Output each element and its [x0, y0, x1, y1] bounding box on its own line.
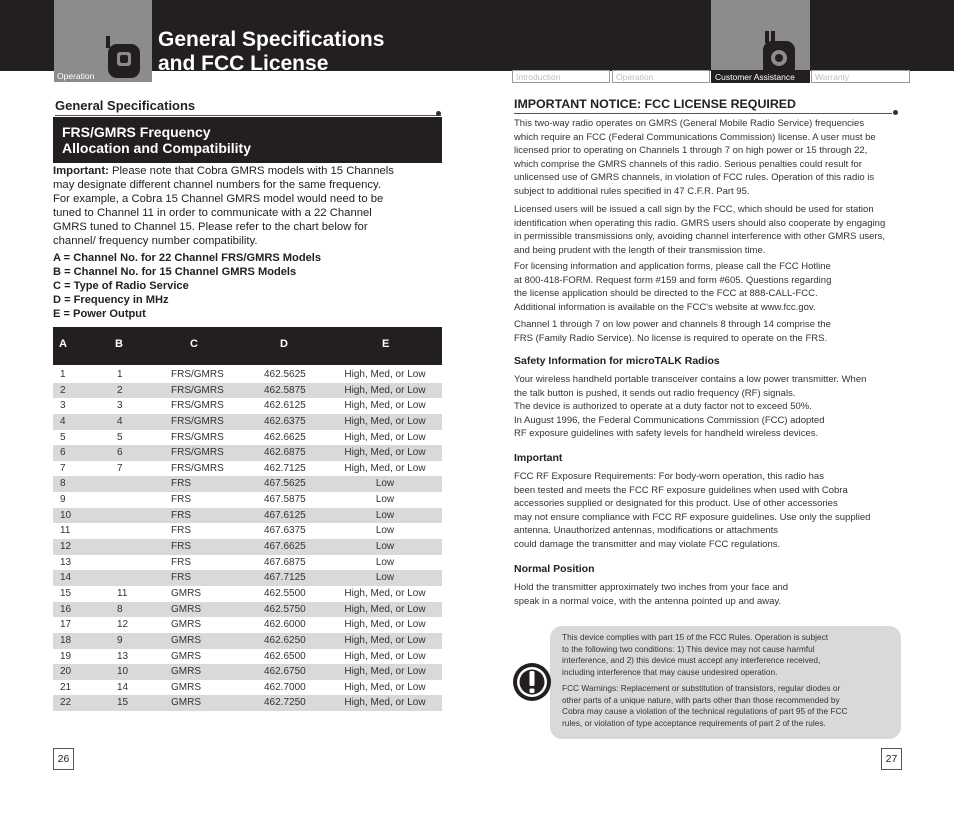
text-line: speak in a normal voice, with the antenna pointed up and away.	[514, 595, 782, 607]
licensing-info-paragraph	[514, 260, 899, 314]
column-legend	[53, 252, 441, 322]
text-line: Hold the transmitter approximately two inches from your face and	[514, 582, 789, 593]
frs-paragraph	[514, 318, 899, 345]
text-line: Cobra may cause a violation of the technical regulations of part 95 of the FCC	[562, 706, 848, 717]
cell-col-e: Low	[375, 572, 395, 584]
table-row	[53, 492, 442, 508]
cell-col-d: 462.7000	[264, 681, 306, 693]
legend-item: A = Channel No. for 22 Channel FRS/GMRS Models	[53, 252, 322, 264]
compatibility-note	[53, 165, 441, 248]
text-line: in permissible transmissions only, avoiding channel interference with other GMRS users,	[514, 231, 886, 243]
page-title-line1: General Specifications	[158, 28, 385, 51]
text-line: RF exposure guidelines with safety levels for handheld wireless devices.	[514, 428, 819, 440]
cell-col-e: Low	[375, 556, 395, 568]
header-col-e: E	[382, 338, 390, 350]
normal-position-paragraph	[514, 581, 899, 608]
cell-col-e: Low	[375, 525, 395, 537]
table-row	[53, 430, 442, 446]
cell-col-d: 462.6875	[264, 447, 306, 459]
table-row	[53, 586, 442, 602]
nav-tab-operation[interactable]: Operation	[612, 70, 710, 83]
table-row	[53, 570, 442, 586]
text-line: identification when operating this radio. GMRS users should also cooperate by engaging	[514, 217, 886, 229]
cell-col-a: 8	[60, 478, 66, 490]
cell-col-b: 8	[117, 603, 123, 615]
cell-col-d: 462.6125	[264, 400, 306, 412]
cell-col-b: 9	[117, 634, 123, 646]
cell-col-d: 462.5625	[264, 369, 306, 380]
cell-col-c: GMRS	[171, 603, 201, 615]
cell-col-d: 462.6500	[264, 650, 306, 662]
cell-col-e: High, Med, or Low	[344, 462, 426, 474]
cell-col-a: 13	[60, 556, 72, 568]
table-row	[53, 539, 442, 555]
cell-col-a: 17	[60, 619, 72, 631]
important-heading: Important	[514, 452, 563, 464]
text-line: FCC Warnings: Replacement or substitution of transistors, regular diodes or	[562, 683, 841, 693]
section-title: General Specifications	[55, 98, 441, 116]
cell-col-a: 21	[60, 681, 72, 693]
cell-col-c: FRS/GMRS	[171, 462, 224, 474]
text-line: Channel 1 through 7 on low power and channels 8 through 14 comprise the	[514, 319, 831, 330]
cell-col-a: 15	[60, 587, 72, 599]
cell-col-e: High, Med, or Low	[344, 619, 426, 631]
cell-col-b: 14	[117, 681, 129, 693]
cell-col-e: High, Med, or Low	[344, 415, 426, 427]
cell-col-d: 462.5750	[264, 603, 306, 615]
legend-item: C = Type of Radio Service	[53, 279, 189, 292]
cell-col-d: 467.6875	[264, 556, 306, 568]
cell-col-b: 2	[117, 384, 123, 396]
cell-col-b: 5	[117, 431, 123, 443]
cell-col-d: 462.6000	[264, 619, 306, 631]
cell-col-c: GMRS	[171, 634, 201, 646]
call-sign-paragraph	[514, 203, 899, 257]
table-row	[53, 680, 442, 696]
header-col-b: B	[115, 338, 123, 350]
box-title-line1: FRS/GMRS Frequency	[62, 124, 211, 140]
cell-col-c: FRS/GMRS	[171, 369, 224, 380]
text-line: accessories supplied or designated for this product. Use of other accessories	[514, 498, 838, 510]
text-line: This device complies with part 15 of the FCC Rules. Operation is subject	[562, 632, 829, 642]
nav-tab-operation-left[interactable]: Operation	[57, 71, 95, 81]
intro-line: tuned to Channel 11 in order to communicate with a 22 Channel	[53, 206, 372, 219]
text-line: other parts of a unique nature, with parts other than those recommended by	[562, 694, 840, 705]
text-line: could damage the transmitter and may violate FCC regulations.	[514, 538, 781, 550]
cell-col-c: GMRS	[171, 697, 201, 709]
table-row	[53, 445, 442, 461]
text-line: Licensed users will be issued a call sign by the FCC, which should be used for station	[514, 204, 874, 215]
cell-col-c: FRS/GMRS	[171, 400, 224, 412]
cell-col-a: 4	[60, 415, 66, 427]
text-line: which comprise the GMRS channels of this radio. Serious penalties could result for	[514, 158, 862, 170]
cell-col-a: 11	[60, 525, 71, 537]
cell-col-c: FRS/GMRS	[171, 415, 224, 427]
cell-col-d: 462.7125	[264, 462, 306, 474]
page-number-right: 27	[881, 748, 902, 770]
cell-col-c: GMRS	[171, 666, 201, 678]
table-row	[53, 664, 442, 680]
text-line: This two-way radio operates on GMRS (General Mobile Radio Service) frequencies	[514, 118, 865, 129]
table-row	[53, 476, 442, 492]
fcc-notice-title: IMPORTANT NOTICE: FCC LICENSE REQUIRED	[514, 97, 892, 114]
legend-item: E = Power Output	[53, 307, 146, 320]
cell-col-e: High, Med, or Low	[344, 650, 426, 662]
cell-col-a: 6	[60, 447, 66, 459]
cell-col-e: High, Med, or Low	[344, 634, 426, 646]
cell-col-a: 22	[60, 697, 72, 709]
cell-col-c: GMRS	[171, 619, 201, 631]
cell-col-e: High, Med, or Low	[344, 400, 426, 412]
text-line: unlicensed use of GMRS channels, in violation of FCC rules. Operation of this radio is	[514, 172, 875, 184]
cell-col-d: 462.5875	[264, 384, 306, 396]
cell-col-a: 5	[60, 431, 66, 443]
license-paragraph	[514, 117, 899, 199]
text-line: to the following two conditions: 1) This device may not cause harmful	[562, 643, 815, 654]
table-row	[53, 383, 442, 399]
box-title-line2: Allocation and Compatibility	[62, 140, 252, 156]
page-title	[158, 28, 384, 76]
text-line: interference, and 2) this device must accept any interference received,	[562, 655, 821, 666]
nav-tab-warranty[interactable]: Warranty	[811, 70, 910, 83]
header-col-d: D	[280, 338, 288, 350]
cell-col-a: 14	[60, 572, 72, 584]
text-line: FCC RF Exposure Requirements: For body-worn operation, this radio has	[514, 471, 824, 482]
frequency-table	[53, 367, 442, 711]
cell-col-b: 4	[117, 415, 123, 427]
cell-col-d: 467.6125	[264, 509, 306, 521]
cell-col-d: 462.6375	[264, 415, 306, 427]
cell-col-c: GMRS	[171, 650, 201, 662]
cell-col-e: High, Med, or Low	[344, 369, 426, 380]
title-rule-dot	[893, 110, 898, 115]
cell-col-e: Low	[375, 509, 395, 521]
cell-col-a: 7	[60, 462, 66, 474]
table-row	[53, 633, 442, 649]
cell-col-a: 3	[60, 400, 66, 412]
cell-col-e: High, Med, or Low	[344, 603, 426, 615]
text-line: at 800-418-FORM. Request form #159 and form #605. Questions regarding	[514, 274, 832, 286]
cell-col-e: Low	[375, 541, 395, 553]
text-line: the license application should be directed to the FCC at 888-CALL-FCC.	[514, 288, 818, 300]
nav-tab-introduction[interactable]: Introduction	[512, 70, 610, 83]
text-line: including interference that may cause undesired operation.	[562, 666, 778, 677]
text-line: subject to additional rules specified in 47 C.F.R. Part 95.	[514, 185, 750, 197]
text-line: licensed prior to operating on Channels 1 through 7 on high power or 15 through 22,	[514, 145, 868, 157]
cell-col-a: 18	[60, 634, 72, 646]
cell-col-b: 7	[117, 462, 123, 474]
cell-col-c: FRS	[171, 525, 191, 537]
cell-col-c: GMRS	[171, 681, 201, 693]
intro-line: Please note that Cobra GMRS models with 15 Channels	[108, 165, 394, 177]
cell-col-a: 9	[60, 494, 66, 506]
table-row	[53, 367, 442, 383]
cell-col-d: 462.7250	[264, 697, 306, 709]
cell-col-a: 10	[60, 509, 72, 521]
cell-col-e: High, Med, or Low	[344, 587, 426, 599]
fcc-warnings-text	[562, 683, 892, 729]
text-line: Your wireless handheld portable transceiver contains a low power transmitter. When	[514, 374, 867, 385]
caution-icon	[512, 662, 552, 702]
table-row	[53, 414, 442, 430]
intro-line: may designate different channel numbers for the same frequency.	[53, 178, 382, 191]
cell-col-e: Low	[375, 494, 395, 506]
cell-col-d: 462.5500	[264, 587, 306, 599]
table-row	[53, 523, 442, 539]
cell-col-b: 13	[117, 650, 129, 662]
table-row	[53, 461, 442, 477]
rf-exposure-paragraph	[514, 470, 899, 552]
cell-col-d: 462.6625	[264, 431, 306, 443]
cell-col-b: 15	[117, 697, 129, 709]
cell-col-d: 467.5625	[264, 478, 306, 490]
cell-col-c: GMRS	[171, 587, 201, 599]
table-row	[53, 398, 442, 414]
table-row	[53, 508, 442, 524]
cell-col-a: 20	[60, 666, 72, 678]
cell-col-b: 11	[117, 587, 128, 599]
nav-tab-customer-assistance[interactable]: Customer Assistance	[711, 70, 810, 83]
cell-col-b: 12	[117, 619, 129, 631]
cell-col-d: 467.6375	[264, 525, 306, 537]
safety-heading: Safety Information for microTALK Radios	[514, 355, 720, 367]
cell-col-b: 6	[117, 447, 123, 459]
text-line: For licensing information and application forms, please call the FCC Hotline	[514, 261, 831, 272]
title-rule-dot	[436, 111, 441, 116]
cell-col-e: High, Med, or Low	[344, 681, 426, 693]
text-line: The device is authorized to operate at a duty factor not to exceed 50%.	[514, 401, 812, 413]
header-col-c: C	[190, 338, 198, 350]
header-col-a: A	[59, 338, 67, 350]
cell-col-c: FRS/GMRS	[171, 431, 224, 443]
table-header	[53, 327, 442, 365]
intro-line: GMRS tuned to Channel 15. Please refer to the chart below for	[53, 220, 368, 233]
cell-col-d: 462.6750	[264, 666, 306, 678]
cell-col-e: High, Med, or Low	[344, 447, 426, 459]
cell-col-d: 467.7125	[264, 572, 306, 584]
intro-line: channel/ frequency number compatibility.	[53, 234, 258, 247]
cell-col-c: FRS	[171, 494, 191, 506]
cell-col-e: High, Med, or Low	[344, 431, 426, 443]
text-line: and being prudent with the length of their transmission time.	[514, 244, 766, 256]
text-line: the talk button is pushed, it sends out radio frequency (RF) signals.	[514, 387, 796, 399]
cell-col-c: FRS	[171, 556, 191, 568]
table-row	[53, 695, 442, 711]
important-label: Important:	[53, 165, 109, 177]
cell-col-a: 19	[60, 650, 72, 662]
cell-col-a: 12	[60, 541, 72, 553]
cell-col-b: 3	[117, 400, 123, 412]
text-line: In August 1996, the Federal Communications Commission (FCC) adopted	[514, 414, 825, 426]
table-row	[53, 555, 442, 571]
cell-col-e: High, Med, or Low	[344, 697, 426, 709]
legend-item: D = Frequency in MHz	[53, 293, 169, 306]
page-title-line2: and FCC License	[158, 52, 329, 75]
cell-col-a: 1	[60, 369, 66, 380]
text-line: rules, or violation of type acceptance requirements of part 2 of the rules.	[562, 717, 826, 728]
table-row	[53, 617, 442, 633]
cell-col-a: 2	[60, 384, 66, 396]
text-line: antenna. Unauthorized antennas, modifications or attachments	[514, 525, 779, 537]
part15-compliance-text	[562, 632, 892, 678]
cell-col-d: 467.6625	[264, 541, 306, 553]
text-line: FRS (Family Radio Service). No license is required to operate on the FRS.	[514, 332, 828, 344]
cell-col-d: 467.5875	[264, 494, 306, 506]
page-number-left: 26	[53, 748, 74, 770]
text-line: been tested and meets the FCC RF exposure guidelines when used with Cobra	[514, 484, 848, 496]
text-line: which require an FCC (Federal Communications Commission) license. A user must be	[514, 131, 876, 143]
text-line: may not ensure compliance with FCC RF exposure guidelines. Use only the supplied	[514, 511, 871, 523]
frequency-allocation-box	[53, 117, 442, 163]
cell-col-c: FRS/GMRS	[171, 384, 224, 396]
legend-item: B = Channel No. for 15 Channel GMRS Models	[53, 265, 297, 278]
cell-col-e: High, Med, or Low	[344, 666, 426, 678]
table-row	[53, 649, 442, 665]
cell-col-e: Low	[375, 478, 395, 490]
table-row	[53, 602, 442, 618]
safety-paragraph	[514, 373, 899, 441]
cell-col-c: FRS	[171, 478, 191, 490]
cell-col-a: 16	[60, 603, 72, 615]
cell-col-e: High, Med, or Low	[344, 384, 426, 396]
cell-col-c: FRS	[171, 509, 191, 521]
cell-col-b: 10	[117, 666, 129, 678]
intro-line: For example, a Cobra 15 Channel GMRS model would need to be	[53, 192, 384, 205]
cell-col-d: 462.6250	[264, 634, 306, 646]
cell-col-b: 1	[117, 369, 123, 380]
cell-col-c: FRS/GMRS	[171, 447, 224, 459]
normal-position-heading: Normal Position	[514, 563, 595, 575]
cell-col-c: FRS	[171, 541, 191, 553]
text-line: Additional information is available on the FCC's website at www.fcc.gov.	[514, 301, 816, 313]
cell-col-c: FRS	[171, 572, 191, 584]
